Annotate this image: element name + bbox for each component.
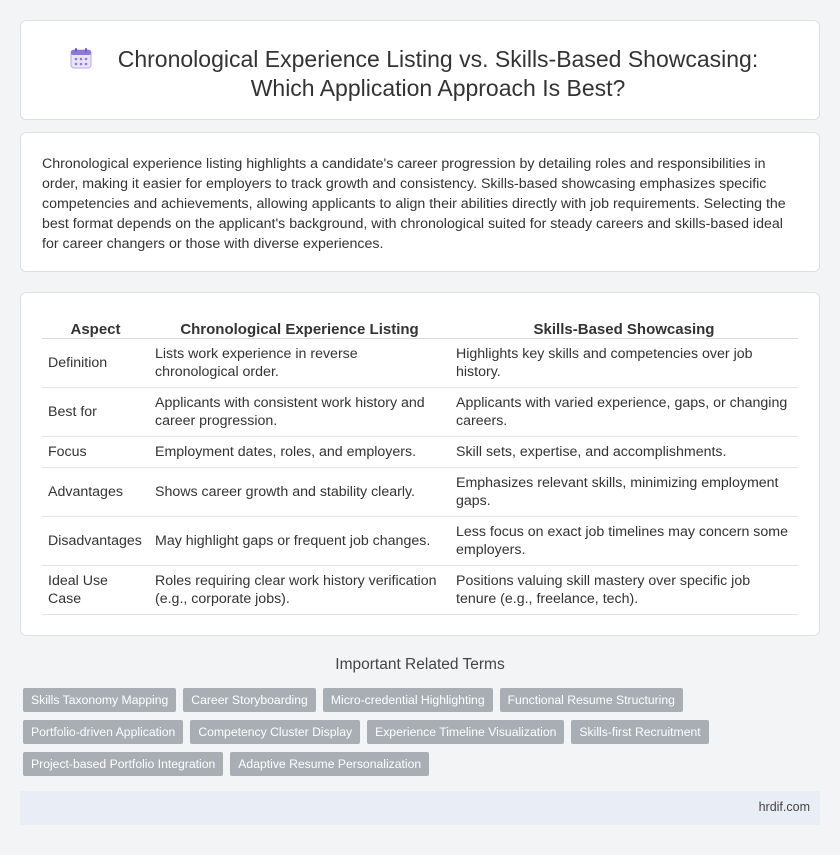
footer [20, 791, 820, 825]
related-term-tag[interactable]: Skills Taxonomy Mapping [23, 688, 176, 712]
row-skills-based: Highlights key skills and competencies over job history. [450, 338, 798, 387]
row-aspect: Definition [42, 338, 149, 387]
table-row [42, 338, 798, 387]
table-row [42, 467, 798, 516]
header-aspect: Aspect [42, 316, 149, 338]
row-chronological: Roles requiring clear work history verification (e.g., corporate jobs). [149, 565, 450, 614]
related-term-tag[interactable]: Experience Timeline Visualization [367, 720, 564, 744]
row-chronological: Applicants with consistent work history and career progression. [149, 387, 450, 436]
table-header-row [42, 316, 798, 338]
row-chronological: Shows career growth and stability clearly. [149, 467, 450, 516]
table-row [42, 387, 798, 436]
table-row [42, 516, 798, 565]
title-card [20, 20, 820, 120]
footer-site[interactable]: hrdif.com [758, 800, 810, 814]
description-card [20, 132, 820, 272]
page-title: Chronological Experience Listing vs. Skills-Based Showcasing: Which Application Approach Is Best? [117, 46, 759, 101]
comparison-table [42, 316, 798, 615]
header-skills-based: Skills-Based Showcasing [450, 316, 798, 338]
related-term-tag[interactable]: Micro-credential Highlighting [323, 688, 493, 712]
related-term-tag[interactable]: Functional Resume Structuring [500, 688, 683, 712]
row-aspect: Advantages [42, 467, 149, 516]
row-chronological: May highlight gaps or frequent job changes. [149, 516, 450, 565]
related-term-tag[interactable]: Competency Cluster Display [190, 720, 360, 744]
row-aspect: Ideal Use Case [42, 565, 149, 614]
row-skills-based: Skill sets, expertise, and accomplishments. [450, 436, 798, 467]
row-aspect: Best for [42, 387, 149, 436]
row-skills-based: Applicants with varied experience, gaps, or changing careers. [450, 387, 798, 436]
description-text: Chronological experience listing highlights a candidate's career progression by detailing roles and responsibilities in order, making it easier for employers to track growth and consistency. Skills-based showcasing emphasizes specific competencies and achievements, allowing applicants to align their abilities directly with job requirements. Selecting the best format depends on the applicant's background, with chronological suited for steady careers and skills-based ideal for career changers or those with diverse experiences. [42, 156, 786, 252]
related-term-tag[interactable]: Career Storyboarding [183, 688, 316, 712]
related-term-tag[interactable]: Adaptive Resume Personalization [230, 752, 429, 776]
row-aspect: Focus [42, 436, 149, 467]
related-term-tag[interactable]: Portfolio-driven Application [23, 720, 183, 744]
table-row [42, 436, 798, 467]
row-chronological: Employment dates, roles, and employers. [149, 436, 450, 467]
row-skills-based: Positions valuing skill mastery over specific job tenure (e.g., freelance, tech). [450, 565, 798, 614]
row-skills-based: Emphasizes relevant skills, minimizing employment gaps. [450, 467, 798, 516]
row-skills-based: Less focus on exact job timelines may concern some employers. [450, 516, 798, 565]
row-chronological: Lists work experience in reverse chronological order. [149, 338, 450, 387]
related-term-tag[interactable]: Skills-first Recruitment [571, 720, 708, 744]
comparison-table-card [20, 292, 820, 636]
related-term-tag[interactable]: Project-based Portfolio Integration [23, 752, 223, 776]
related-terms-list [23, 688, 743, 784]
table-row [42, 565, 798, 614]
row-aspect: Disadvantages [42, 516, 149, 565]
header-chronological: Chronological Experience Listing [149, 316, 450, 338]
related-terms-title: Important Related Terms [335, 656, 505, 673]
